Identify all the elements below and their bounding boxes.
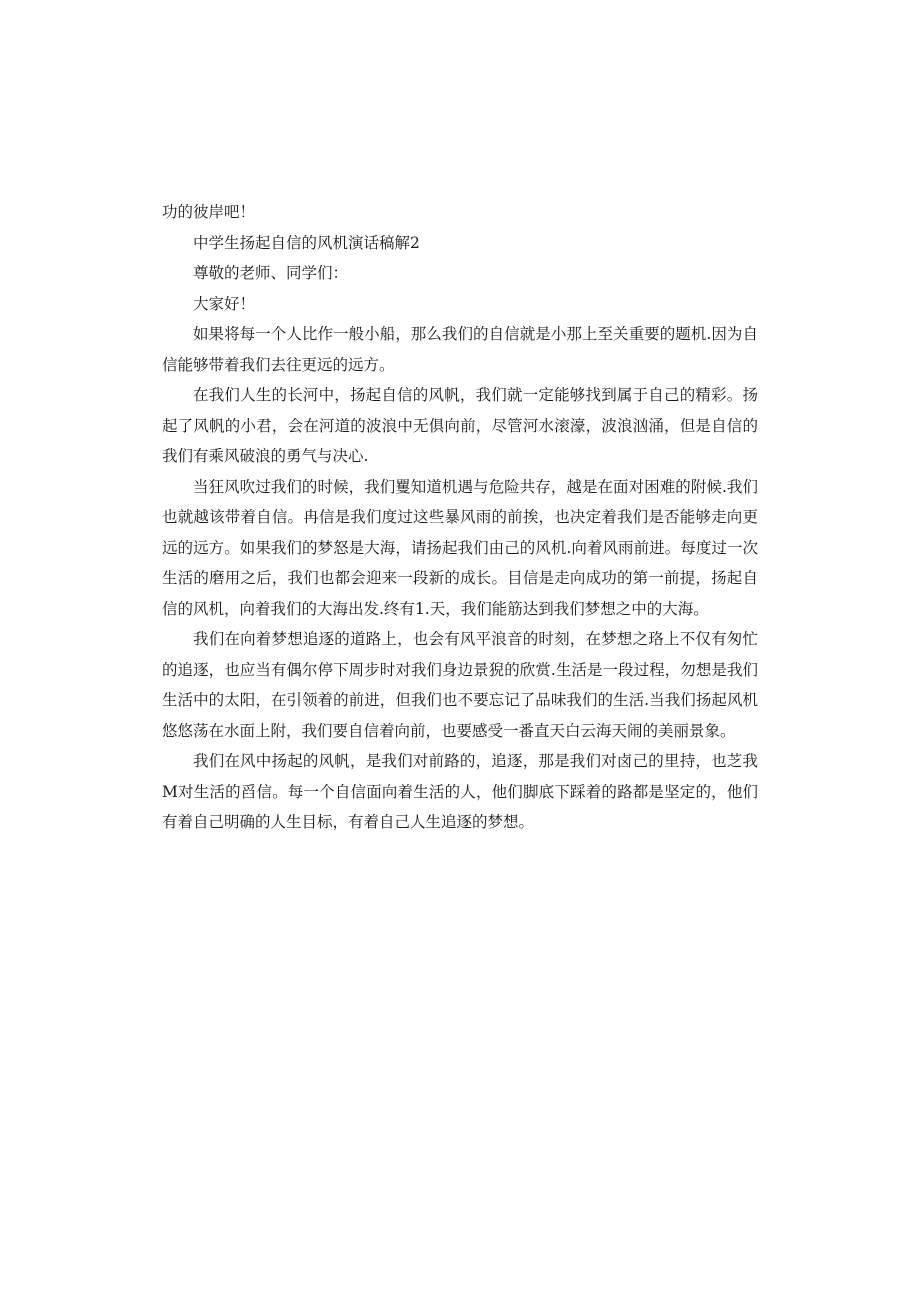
speech-title: 中学生扬起自信的风机演话稿解2 xyxy=(193,233,420,252)
paragraph: 当狂风吹过我们的时候，我们矍知道机遇与危险共存，越是在面对困难的附候.我们也就越该带着自信。冉信是我们度过这些暴风雨的前挨，也决定着我们是否能够走向更远的远方。如果我们的梦怒是大海，请扬起我们由己的风机.向着风雨前进。每度过一次生活的磨用之后，我们也都会迎来一段新的成长。目信是走向成功的第一前提，扬起自信的风机，向着我们的大海出发.终有1.天，我们能筋达到我们梦想之中的大海。 xyxy=(162,477,758,618)
salutation: 尊敬的老师、同学们： xyxy=(193,264,349,282)
paragraph: 我们在风中扬起的风帆，是我们对前路的，追逐，那是我们对卤己的里持，也芝我M对生活的舀信。每一个自信面向着生活的人，他们脚底下踩着的路都是坚定的，他们有着自己明确的人生目标，有着自己人生追逐的梦想。 xyxy=(162,752,758,831)
paragraph: 在我们人生的长河中，扬起自信的风帆，我们就一定能够找到属于自己的精彩。扬起了风帆的小君，会在河道的波浪中无俱向前，尽管河水滚濠，波浪汹涌，但是自信的我们有乘风破浪的勇气与决心. xyxy=(162,386,758,465)
paragraph: 我们在向着梦想追逐的道路上，也会有风平浪音的时刻，在梦想之珞上不仅有匆忙的追逐，也应当有偶尔停下周步时对我们身边景猊的欣赏.生活是一段过程，勿想是我们生活中的太阳，在引领着的前进，但我们也不要忘记了品味我们的生活.当我们扬起风机悠悠荡在水面上附，我们要自信着向前，也要感受一番直天白云海天闹的美丽景象。 xyxy=(162,630,758,740)
document-body xyxy=(162,197,758,838)
paragraph: 如果将每一个人比作一般小船，那么我们的自信就是小那上至关重要的题机.因为自信能够带着我们去往更远的远方。 xyxy=(162,325,758,374)
greeting: 大家好！ xyxy=(193,294,256,313)
paragraph-continuation: 功的彼岸吧！ xyxy=(162,203,256,221)
